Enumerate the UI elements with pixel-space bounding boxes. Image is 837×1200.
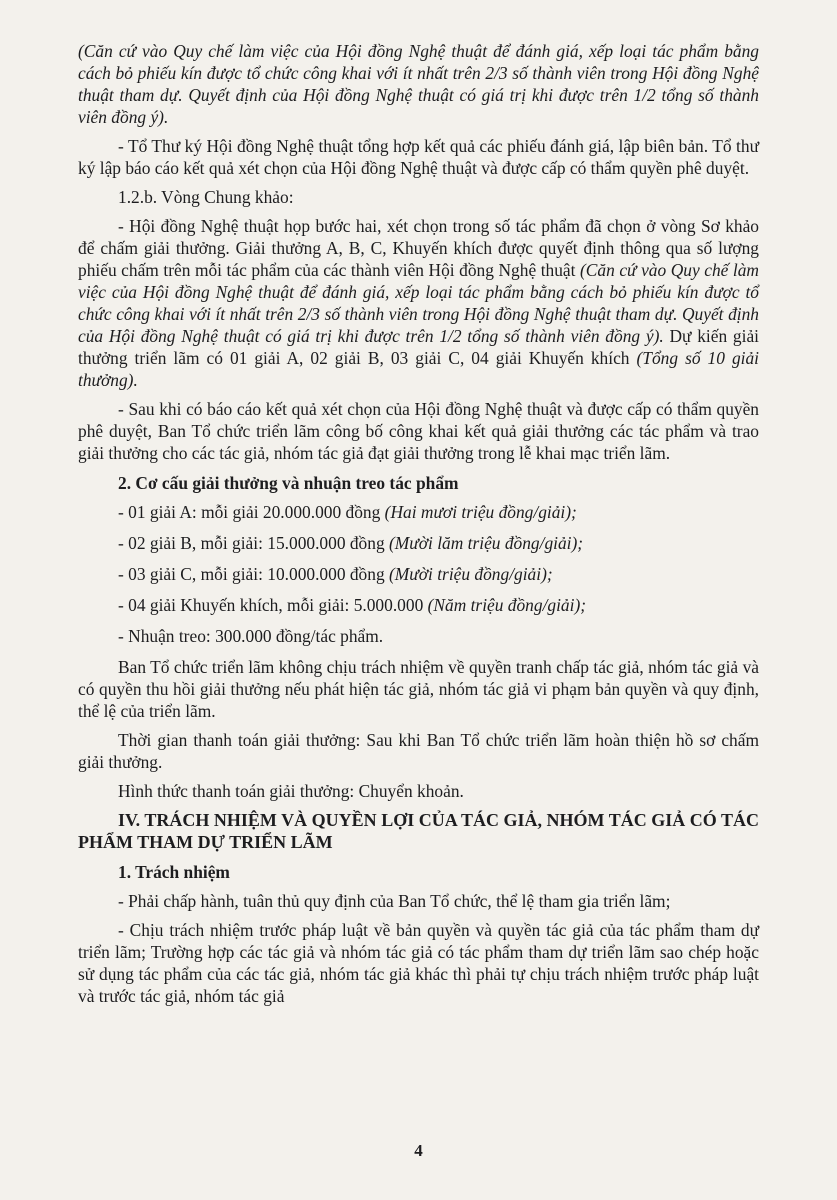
paragraph-secretary: - Tổ Thư ký Hội đồng Nghệ thuật tổng hợp kết quả các phiếu đánh giá, lập biên bản. Tổ thư ký lập báo cáo kết quả xét chọn của Hội đồng Nghệ thuật và được cấp có thẩm quyền phê duyệt. — [78, 136, 759, 178]
prize-note: (Mười triệu đồng/giải); — [389, 564, 553, 584]
page-number: 4 — [414, 1141, 423, 1160]
prize-item — [78, 532, 759, 554]
heading-prize-structure: 2. Cơ cấu giải thưởng và nhuận treo tác phẩm — [118, 473, 459, 493]
paragraph-compliance: - Phải chấp hành, tuân thủ quy định của Ban Tổ chức, thể lệ tham gia triển lãm; — [118, 891, 671, 911]
paragraph-liability: Ban Tổ chức triển lãm không chịu trách nhiệm về quyền tranh chấp tác giả, nhóm tác giả và có quyền thu hồi giải thưởng nếu phát hiện tác giả, nhóm tác giả vi phạm bản quyền và quy định, thể lệ của triển lãm. — [78, 657, 759, 721]
prize-item — [78, 625, 759, 647]
prize-item — [78, 594, 759, 616]
final-round-total: (Tổng số 10 giải thưởng). — [78, 348, 760, 390]
paragraph-regulation-note: (Căn cứ vào Quy chế làm việc của Hội đồng Nghệ thuật để đánh giá, xếp loại tác phẩm bằng cách bỏ phiếu kín được tổ chức công khai với ít nhất trên 2/3 số thành viên trong Hội đồng Nghệ thuật tham dự. Quyết định của Hội đồng Nghệ thuật có giá trị khi được trên 1/2 tổng số thành viên đồng ý). — [78, 41, 759, 127]
prize-text: - 02 giải B, mỗi giải: 15.000.000 đồng — [118, 533, 389, 553]
prize-text: - 03 giải C, mỗi giải: 10.000.000 đồng — [118, 564, 389, 584]
prize-note: (Hai mươi triệu đồng/giải); — [384, 502, 577, 522]
paragraph-payment-time: Thời gian thanh toán giải thưởng: Sau khi Ban Tổ chức triển lãm hoàn thiện hồ sơ chấm giải thưởng. — [78, 730, 759, 772]
final-round-text: - Hội đồng Nghệ thuật họp bước hai, xét chọn trong số tác phẩm đã chọn ở vòng Sơ khảo để chấm giải thưởng. Giải thưởng A, B, C, Khuyến khích được quyết định thông qua số lượng phiếu chấm trên mỗi tác phẩm của các thành viên Hội đồng Nghệ thuật — [78, 216, 759, 280]
heading-responsibilities: 1. Trách nhiệm — [118, 862, 230, 882]
final-round-prizes: Dự kiến giải thưởng triển lãm có 01 giải A, 02 giải B, 03 giải C, 04 giải Khuyến khích — [78, 326, 760, 368]
prize-text: - Nhuận treo: 300.000 đồng/tác phẩm. — [118, 626, 384, 646]
prize-text: - 01 giải A: mỗi giải 20.000.000 đồng — [118, 502, 385, 522]
paragraph-final-round — [78, 215, 759, 391]
section-final-round: 1.2.b. Vòng Chung khảo: — [118, 187, 294, 207]
paragraph-announcement: - Sau khi có báo cáo kết quả xét chọn của Hội đồng Nghệ thuật và được cấp có thẩm quyền phê duyệt, Ban Tổ chức triển lãm công bố công khai kết quả giải thưởng các tác phẩm và trao giải thưởng cho các tác giả, nhóm tác giả đạt giải thưởng trong lễ khai mạc triển lãm. — [78, 399, 759, 463]
prize-item — [78, 501, 759, 523]
final-round-note: (Căn cứ vào Quy chế làm việc của Hội đồng Nghệ thuật để đánh giá, xếp loại tác phẩm bằng cách bỏ phiếu kín được tổ chức công khai với ít nhất trên 2/3 số thành viên trong Hội đồng Nghệ thuật tham dự. Quyết định của Hội đồng Nghệ thuật có giá trị khi được trên 1/2 tổng số thành viên đồng ý). — [78, 260, 759, 346]
heading-section-iv: IV. TRÁCH NHIỆM VÀ QUYỀN LỢI CỦA TÁC GIẢ, NHÓM TÁC GIẢ CÓ TÁC PHẨM THAM DỰ TRIỂN LÃM — [78, 810, 759, 852]
prize-item — [78, 563, 759, 585]
prize-note: (Năm triệu đồng/giải); — [427, 595, 587, 615]
prize-text: - 04 giải Khuyến khích, mỗi giải: 5.000.000 — [118, 595, 428, 615]
paragraph-copyright: - Chịu trách nhiệm trước pháp luật về bản quyền và quyền tác giả của tác phẩm tham dự triển lãm; Trường hợp các tác giả và nhóm tác giả có tác phẩm tham dự triển lãm sao chép hoặc sử dụng tác phẩm của các tác giả, nhóm tác giả khác thì phải tự chịu trách nhiệm trước pháp luật và trước tác giả, nhóm tác giả — [78, 920, 759, 1006]
prize-note: (Mười lăm triệu đồng/giải); — [389, 533, 584, 553]
paragraph-payment-method: Hình thức thanh toán giải thưởng: Chuyển khoản. — [118, 781, 464, 801]
